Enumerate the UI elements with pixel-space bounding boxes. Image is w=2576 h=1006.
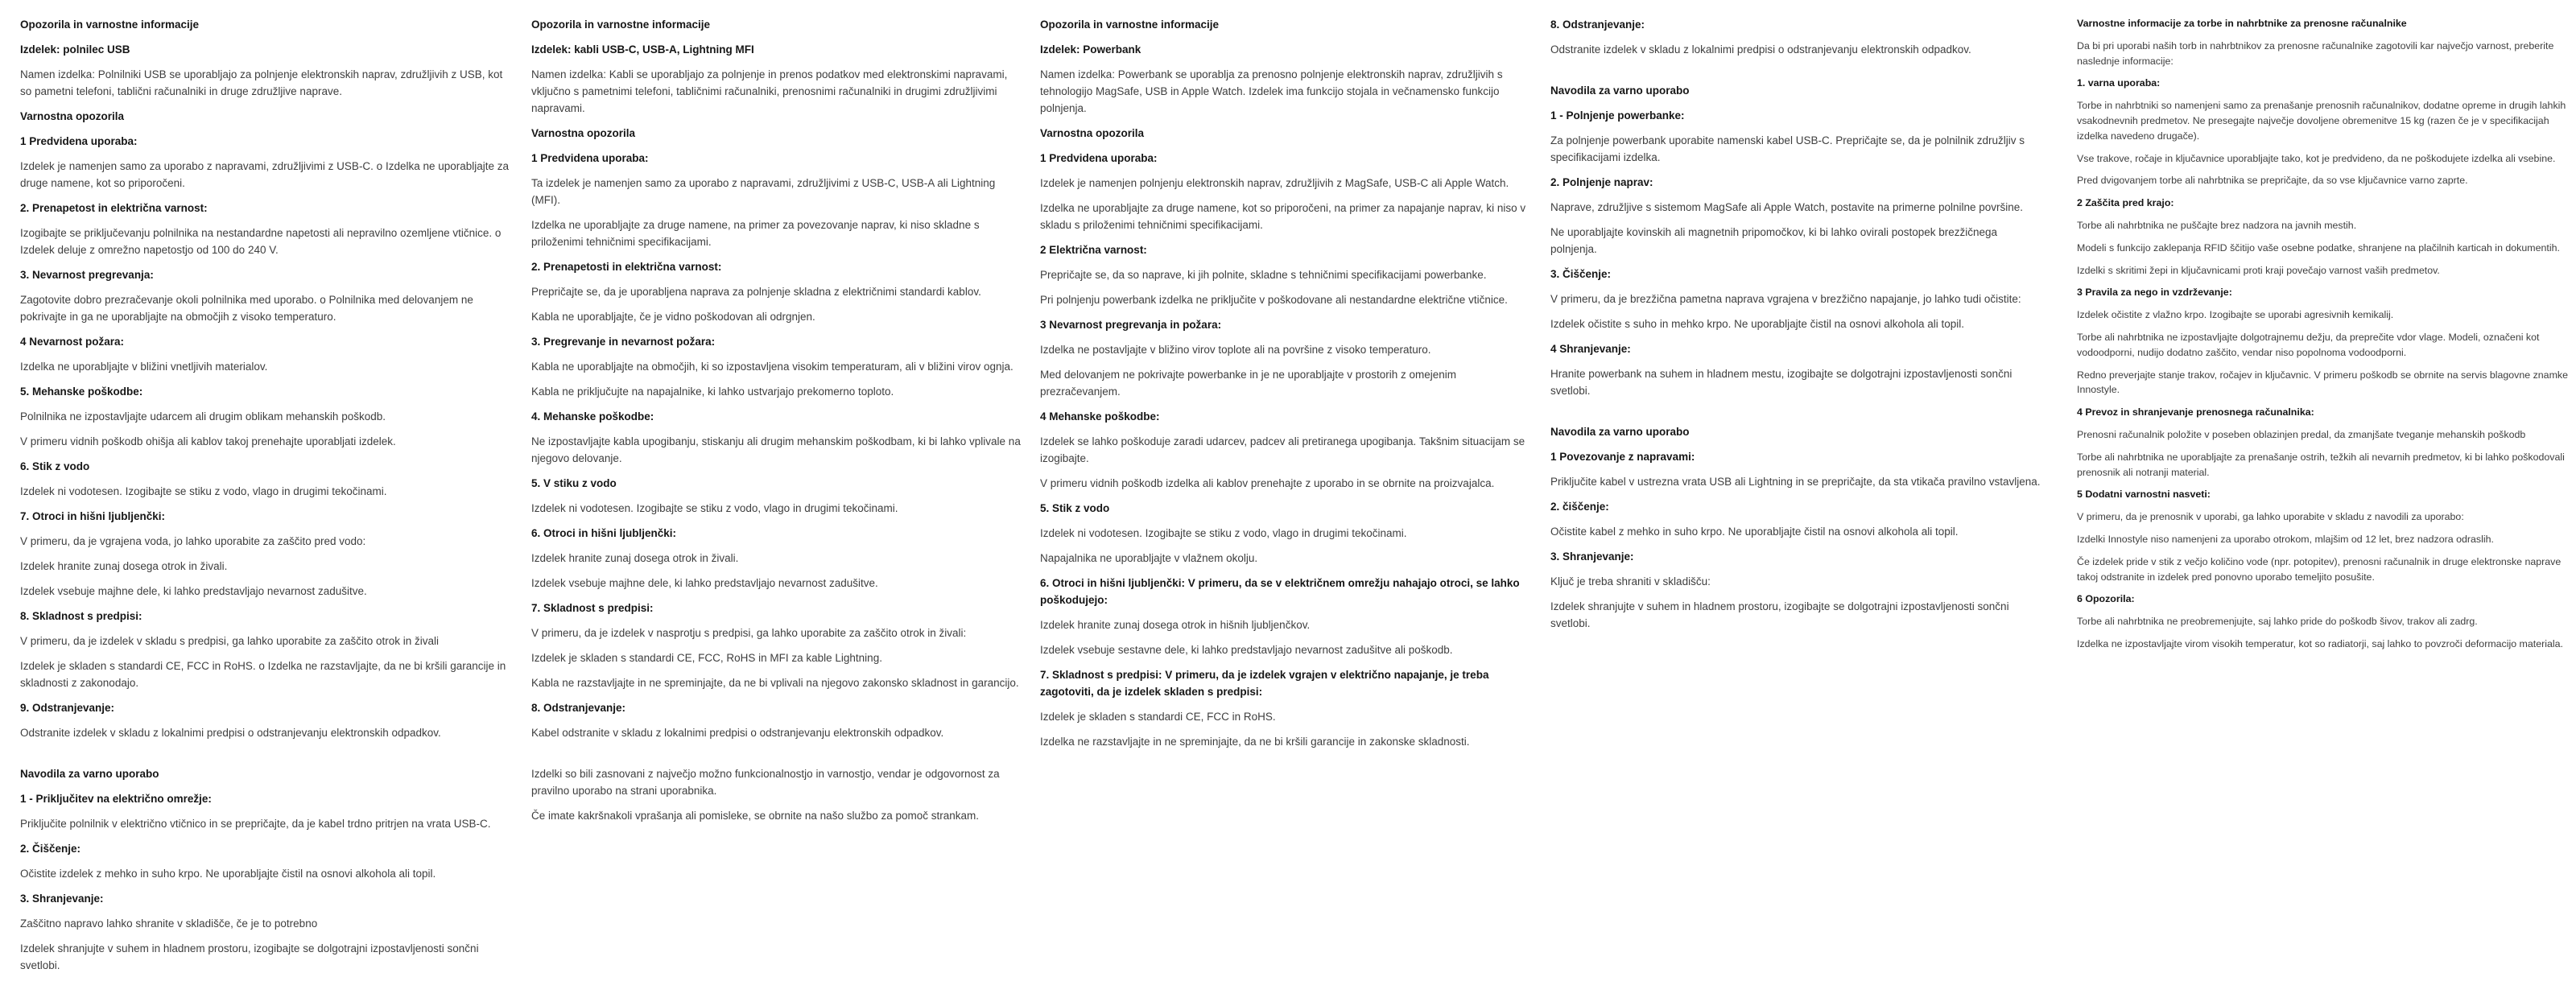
paragraph: Zagotovite dobro prezračevanje okoli polnilnika med uporabo. o Polnilnika med delovanjem ne pokrivajte in ga ne uporabljajte na območjih z visoko temperaturo. xyxy=(20,294,473,323)
paragraph: Pred dvigovanjem torbe ali nahrbtnika se prepričajte, da so vse ključavnice varno zaprte. xyxy=(2077,175,2468,187)
section-heading: 1 - Priključitev na električno omrežje: xyxy=(20,793,212,805)
section-heading: 6. Otroci in hišni ljubljenčki: V primeru, da se v električnem omrežju nahajajo otroci, se lahko poškodujejo: xyxy=(1040,577,1520,606)
paragraph: Izdelek vsebuje sestavne dele, ki lahko predstavljajo nevarnost zadušitve ali poškodb. xyxy=(1040,644,1453,656)
paragraph: Izdelek shranjujte v suhem in hladnem prostoru, izogibajte se dolgotrajni izpostavljenosti sončni svetlobi. xyxy=(20,942,479,971)
paragraph: Torbe in nahrbtniki so namenjeni samo za prenašanje prenosnih računalnikov, dodatne opreme in drugih lahkih vsakodnevnih predmetov. Ne presegajte največje dovoljene obremenitve 15 kg (razen če je v specifikacijah izdelka navedeno drugače). xyxy=(2077,100,2566,142)
paragraph: Izdelek shranjujte v suhem in hladnem prostoru, izogibajte se dolgotrajni izpostavljenosti sončni svetlobi. xyxy=(1550,600,2009,629)
section-heading: 4 Nevarnost požara: xyxy=(20,336,125,348)
paragraph: Prepričajte se, da so naprave, ki jih polnite, skladne s tehničnimi specifikacijami powerbanke. xyxy=(1040,269,1487,281)
section-heading: Varnostna opozorila xyxy=(20,110,125,122)
section-heading: 6 Opozorila: xyxy=(2077,593,2135,605)
column-usage-instructions xyxy=(1550,16,2043,640)
paragraph: Izdelka ne uporabljajte za druge namene, na primer za povezovanje naprav, ki niso skladne s priloženimi tehničnimi specifikacijami. xyxy=(531,219,980,248)
column-powerbank xyxy=(1040,16,1533,758)
section-heading: 4 Shranjevanje: xyxy=(1550,343,1631,355)
paragraph: Priključite polnilnik v električno vtičnico in se prepričajte, da je kabel trdno pritrjen na vrata USB-C. xyxy=(20,818,491,830)
paragraph: Izdelek ni vodotesen. Izogibajte se stiku z vodo, vlago in drugimi tekočinami. xyxy=(20,485,387,497)
section-heading: 5. V stiku z vodo xyxy=(531,477,617,489)
section-heading: 2 Električna varnost: xyxy=(1040,244,1147,256)
paragraph: V primeru, da je brezžična pametna naprava vgrajena v brezžično napajanje, jo lahko tudi očistite: xyxy=(1550,293,2021,305)
section-heading: 1 - Polnjenje powerbanke: xyxy=(1550,109,1685,122)
paragraph: Izdelek vsebuje majhne dele, ki lahko predstavljajo nevarnost zadušitve. xyxy=(531,577,878,589)
section-heading: 1 Predvidena uporaba: xyxy=(531,152,649,164)
paragraph: Pri polnjenju powerbank izdelka ne priključite v poškodovane ali nestandardne električne vtičnice. xyxy=(1040,294,1508,306)
paragraph: Ne uporabljajte kovinskih ali magnetnih pripomočkov, ki bi lahko ovirali postopek brezžičnega polnjenja. xyxy=(1550,226,1998,255)
section-heading: 1 Povezovanje z napravami: xyxy=(1550,451,1695,463)
section-heading: 2 Zaščita pred krajo: xyxy=(2077,197,2174,209)
paragraph: Izdelka ne uporabljajte v bližini vnetljivih materialov. xyxy=(20,361,268,373)
column-cables xyxy=(531,16,1024,832)
paragraph: Odstranite izdelek v skladu z lokalnimi predpisi o odstranjevanju elektronskih odpadkov. xyxy=(20,727,441,739)
paragraph: V primeru, da je prenosnik v uporabi, ga lahko uporabite v skladu z navodili za uporabo: xyxy=(2077,511,2464,523)
section-heading: 5. Mehanske poškodbe: xyxy=(20,385,143,398)
paragraph: Očistite izdelek z mehko in suho krpo. Ne uporabljajte čistil na osnovi alkohola ali topil. xyxy=(20,868,436,880)
column-laptop-bags xyxy=(2077,16,2574,659)
paragraph: V primeru, da je izdelek v skladu s predpisi, ga lahko uporabite za zaščito otrok in živali xyxy=(20,635,440,647)
paragraph: Očistite kabel z mehko in suho krpo. Ne uporabljajte čistil na osnovi alkohola ali topil. xyxy=(1550,526,1959,538)
paragraph: Izdelek hranite zunaj dosega otrok in hišnih ljubljenčkov. xyxy=(1040,619,1311,631)
section-heading: 3. Shranjevanje: xyxy=(20,893,104,905)
paragraph: Izdelka ne postavljajte v bližino virov toplote ali na površine z visoko temperaturo. xyxy=(1040,344,1431,356)
section-heading: 7. Skladnost s predpisi: xyxy=(531,602,654,614)
section-heading: 3. Shranjevanje: xyxy=(1550,550,1634,563)
section-heading: 2. Prenapetosti in električna varnost: xyxy=(531,261,722,273)
section-heading: 8. Odstranjevanje: xyxy=(531,702,626,714)
section-heading: 7. Skladnost s predpisi: V primeru, da je izdelek vgrajen v električno napajanje, je treba zagotoviti, da je izdelek skladen s predpisi: xyxy=(1040,669,1489,698)
section-heading: 1 Predvidena uporaba: xyxy=(1040,152,1158,164)
paragraph: Izdelek je skladen s standardi CE, FCC in RoHS. o Izdelka ne razstavljajte, da ne bi kršili garancije in skladnosti z zakonodajo. xyxy=(20,660,506,689)
paragraph: Kabla ne uporabljajte, če je vidno poškodovan ali odrgnjen. xyxy=(531,311,815,323)
section-heading: 2. čiščenje: xyxy=(1550,501,1609,513)
paragraph: Prepričajte se, da je uporabljena naprava za polnjenje skladna z električnimi standardi kablov. xyxy=(531,286,981,298)
section-heading: 1 Predvidena uporaba: xyxy=(20,135,138,147)
paragraph: Kabla ne priključujte na napajalnike, ki lahko ustvarjajo prekomerno toploto. xyxy=(531,385,894,398)
section-heading: Varnostne informacije za torbe in nahrbtnike za prenosne računalnike xyxy=(2077,18,2407,29)
paragraph: V primeru vidnih poškodb izdelka ali kablov prenehajte z uporabo in se obrnite na proizvajalca. xyxy=(1040,477,1495,489)
section-heading: 2. Čiščenje: xyxy=(20,843,81,855)
paragraph: Kabla ne razstavljajte in ne spreminjajte, da ne bi vplivali na njegovo zakonsko skladnost in garancijo. xyxy=(531,677,1019,689)
paragraph: Izdelek vsebuje majhne dele, ki lahko predstavljajo nevarnost zadušitve. xyxy=(20,585,367,597)
section-heading: 7. Otroci in hišni ljubljenčki: xyxy=(20,510,166,522)
section-heading: 4. Mehanske poškodbe: xyxy=(531,410,654,423)
section-heading: Varnostna opozorila xyxy=(531,127,636,139)
paragraph: Redno preverjajte stanje trakov, ročajev in ključavnic. V primeru poškodb se obrnite na servis blagovne znamke Innostyle. xyxy=(2077,369,2568,396)
paragraph: Če izdelek pride v stik z večjo količino vode (npr. potopitev), prenosni računalnik in druge elektronske naprave takoj odstranite in izdelek pred ponovno uporabo temeljito posušite. xyxy=(2077,555,2562,583)
paragraph: Izdelek je namenjen polnjenju elektronskih naprav, združljivih z MagSafe, USB-C ali Apple Watch. xyxy=(1040,177,1509,189)
paragraph: Da bi pri uporabi naših torb in nahrbtnikov za prenosne računalnike zagotovili kar največjo varnost, preberite naslednje informacije: xyxy=(2077,39,2554,67)
section-heading: Navodila za varno uporabo xyxy=(20,768,159,780)
paragraph: Namen izdelka: Powerbank se uporablja za prenosno polnjenje elektronskih naprav, združljivih s tehnologijo MagSafe, USB in Apple Watch. Izdelek ima funkcijo stojala in večnamensko funkcijo polnjenja. xyxy=(1040,68,1503,114)
paragraph: Izdelki Innostyle niso namenjeni za uporabo otrokom, mlajšim od 12 let, brez nadzora odraslih. xyxy=(2077,533,2494,545)
paragraph: Torbe ali nahrbtnika ne preobremenjujte, saj lahko pride do poškodb šivov, trakov ali zadrg. xyxy=(2077,616,2478,628)
section-heading: Opozorila in varnostne informacije xyxy=(1040,19,1220,31)
paragraph: Vse trakove, ročaje in ključavnice uporabljajte tako, kot je predvideno, da ne poškodujete izdelka ali vsebine. xyxy=(2077,152,2556,164)
paragraph: Izdelek očistite s suho in mehko krpo. Ne uporabljajte čistil na osnovi alkohola ali topil. xyxy=(1550,318,1965,330)
paragraph: Med delovanjem ne pokrivajte powerbanke in je ne uporabljajte v prostorih z omejenim prezračevanjem. xyxy=(1040,369,1457,398)
section-heading: 3. Čiščenje: xyxy=(1550,268,1612,280)
paragraph: Naprave, združljive s sistemom MagSafe ali Apple Watch, postavite na primerne polnilne površine. xyxy=(1550,201,2024,213)
paragraph: Priključite kabel v ustrezna vrata USB ali Lightning in se prepričajte, da sta vtikača pravilno vstavljena. xyxy=(1550,476,2041,488)
paragraph: Izdelek je namenjen samo za uporabo z napravami, združljivimi z USB-C. o Izdelka ne uporabljajte za druge namene, kot so priporočeni. xyxy=(20,160,510,189)
paragraph: Izdelek hranite zunaj dosega otrok in živali. xyxy=(20,560,228,572)
paragraph: Namen izdelka: Kabli se uporabljajo za polnjenje in prenos podatkov med elektronskimi napravami, vključno s pametnimi telefoni, tabličnimi računalniki, prenosnimi računalniki in drugimi združljivimi napravami. xyxy=(531,68,1008,114)
paragraph: Izdelek ni vodotesen. Izogibajte se stiku z vodo, vlago in drugimi tekočinami. xyxy=(1040,527,1407,539)
section-heading: 8. Skladnost s predpisi: xyxy=(20,610,142,622)
section-heading: 1. varna uporaba: xyxy=(2077,77,2161,89)
section-heading: 6. Stik z vodo xyxy=(20,460,90,472)
paragraph: Namen izdelka: Polnilniki USB se uporabljajo za polnjenje elektronskih naprav, združljivih z USB, kot so pametni telefoni, tablični računalniki in druge združljive naprave. xyxy=(20,68,503,97)
paragraph: Izdelek je skladen s standardi CE, FCC in RoHS. xyxy=(1040,711,1276,723)
paragraph: Za polnjenje powerbank uporabite namenski kabel USB-C. Prepričajte se, da je polnilnik združljiv s specifikacijami izdelka. xyxy=(1550,134,2025,163)
paragraph: Odstranite izdelek v skladu z lokalnimi predpisi o odstranjevanju elektronskih odpadkov. xyxy=(1550,43,1971,56)
paragraph: Torbe ali nahrbtnika ne uporabljajte za prenašanje ostrih, težkih ali nevarnih predmetov, ki bi lahko poškodovali prenosnik ali notranji material. xyxy=(2077,451,2565,478)
column-usb-charger xyxy=(20,16,513,982)
paragraph: Izdelek ni vodotesen. Izogibajte se stiku z vodo, vlago in drugimi tekočinami. xyxy=(531,502,898,514)
paragraph: Izdelka ne izpostavljajte virom visokih temperatur, kot so radiatorji, saj lahko to povzroči deformacijo materiala. xyxy=(2077,637,2563,649)
section-heading: Navodila za varno uporabo xyxy=(1550,85,1690,97)
paragraph: Hranite powerbank na suhem in hladnem mestu, izogibajte se dolgotrajni izpostavljenosti sončni svetlobi. xyxy=(1550,368,2013,397)
section-heading: 3 Nevarnost pregrevanja in požara: xyxy=(1040,319,1222,331)
section-heading: 3 Pravila za nego in vzdrževanje: xyxy=(2077,287,2232,299)
section-heading: Izdelek: kabli USB-C, USB-A, Lightning MFI xyxy=(531,43,754,56)
section-heading: 8. Odstranjevanje: xyxy=(1550,19,1645,31)
section-heading: 2. Polnjenje naprav: xyxy=(1550,176,1653,188)
paragraph: Prenosni računalnik položite v poseben oblazinjen predal, da zmanjšate tveganje mehanskih poškodb xyxy=(2077,428,2526,440)
section-heading: Izdelek: polnilec USB xyxy=(20,43,130,56)
paragraph: Ta izdelek je namenjen samo za uporabo z napravami, združljivimi z USB-C, USB-A ali Lightning (MFI). xyxy=(531,177,996,206)
paragraph: V primeru vidnih poškodb ohišja ali kablov takoj prenehajte uporabljati izdelek. xyxy=(20,435,396,447)
paragraph: Kabel odstranite v skladu z lokalnimi predpisi o odstranjevanju elektronskih odpadkov. xyxy=(531,727,944,739)
section-heading: 3. Nevarnost pregrevanja: xyxy=(20,269,154,281)
section-heading: 6. Otroci in hišni ljubljenčki: xyxy=(531,527,677,539)
paragraph: Izdelek očistite z vlažno krpo. Izogibajte se uporabi agresivnih kemikalij. xyxy=(2077,309,2394,321)
section-heading: 5. Stik z vodo xyxy=(1040,502,1110,514)
paragraph: Ključ je treba shraniti v skladišču: xyxy=(1550,575,1711,588)
paragraph: Modeli s funkcijo zaklepanja RFID ščitijo vaše osebne podatke, shranjene na plačilnih karticah in dokumentih. xyxy=(2077,241,2560,254)
paragraph: Zaščitno napravo lahko shranite v skladišče, če je to potrebno xyxy=(20,917,318,930)
section-heading: Izdelek: Powerbank xyxy=(1040,43,1141,56)
section-heading: 2. Prenapetost in električna varnost: xyxy=(20,202,208,214)
paragraph: Kabla ne uporabljajte na območjih, ki so izpostavljena visokim temperaturam, ali v bližini virov ognja. xyxy=(531,361,1013,373)
paragraph: Izogibajte se priključevanju polnilnika na nestandardne napetosti ali nepravilno ozemljene vtičnice. o Izdelek deluje z omrežno napetostjo od 100 do 240 V. xyxy=(20,227,502,256)
paragraph: Izdelki so bili zasnovani z največjo možno funkcionalnostjo in varnostjo, vendar je odgovornost za pravilno uporabo na strani uporabnika. xyxy=(531,768,1000,797)
section-heading: 3. Pregrevanje in nevarnost požara: xyxy=(531,336,716,348)
paragraph: Torbe ali nahrbtnika ne izpostavljajte dolgotrajnemu dežju, da preprečite vdor vlage. Modeli, označeni kot vodoodporni, nudijo dodatno zaščito, vendar niso popolnoma vodoodporni. xyxy=(2077,331,2540,358)
section-heading: 5 Dodatni varnostni nasveti: xyxy=(2077,489,2211,501)
paragraph: Torbe ali nahrbtnika ne puščajte brez nadzora na javnih mestih. xyxy=(2077,219,2357,231)
section-heading: 9. Odstranjevanje: xyxy=(20,702,115,714)
paragraph: Izdelek je skladen s standardi CE, FCC, RoHS in MFI za kable Lightning. xyxy=(531,652,882,664)
paragraph: Če imate kakršnakoli vprašanja ali pomisleke, se obrnite na našo službo za pomoč strankam. xyxy=(531,810,980,822)
paragraph: Napajalnika ne uporabljajte v vlažnem okolju. xyxy=(1040,552,1258,564)
paragraph: Polnilnika ne izpostavljajte udarcem ali drugim oblikam mehanskih poškodb. xyxy=(20,410,386,423)
paragraph: Izdelka ne razstavljajte in ne spreminjajte, da ne bi kršili garancije in zakonske skladnosti. xyxy=(1040,736,1470,748)
paragraph: V primeru, da je vgrajena voda, jo lahko uporabite za zaščito pred vodo: xyxy=(20,535,366,547)
paragraph: Izdelka ne uporabljajte za druge namene, kot so priporočeni, na primer za napajanje naprav, ki niso v skladu s priloženimi tehničnimi specifikacijami. xyxy=(1040,202,1526,231)
section-heading: Opozorila in varnostne informacije xyxy=(20,19,200,31)
paragraph: Izdelek hranite zunaj dosega otrok in živali. xyxy=(531,552,739,564)
paragraph: Izdelki s skritimi žepi in ključavnicami proti kraji povečajo varnost vaših predmetov. xyxy=(2077,264,2440,276)
section-heading: Varnostna opozorila xyxy=(1040,127,1145,139)
section-heading: Opozorila in varnostne informacije xyxy=(531,19,711,31)
section-heading: 4 Mehanske poškodbe: xyxy=(1040,410,1160,423)
paragraph: Izdelek se lahko poškoduje zaradi udarcev, padcev ali pretiranega upogibanja. Takšnim situacijam se izogibajte. xyxy=(1040,435,1525,464)
section-heading: Navodila za varno uporabo xyxy=(1550,426,1690,438)
paragraph: Ne izpostavljajte kabla upogibanju, stiskanju ali drugim mehanskim poškodbam, ki bi lahko vplivale na njegovo delovanje. xyxy=(531,435,1021,464)
section-heading: 4 Prevoz in shranjevanje prenosnega računalnika: xyxy=(2077,406,2314,418)
paragraph: V primeru, da je izdelek v nasprotju s predpisi, ga lahko uporabite za zaščito otrok in živali: xyxy=(531,627,967,639)
